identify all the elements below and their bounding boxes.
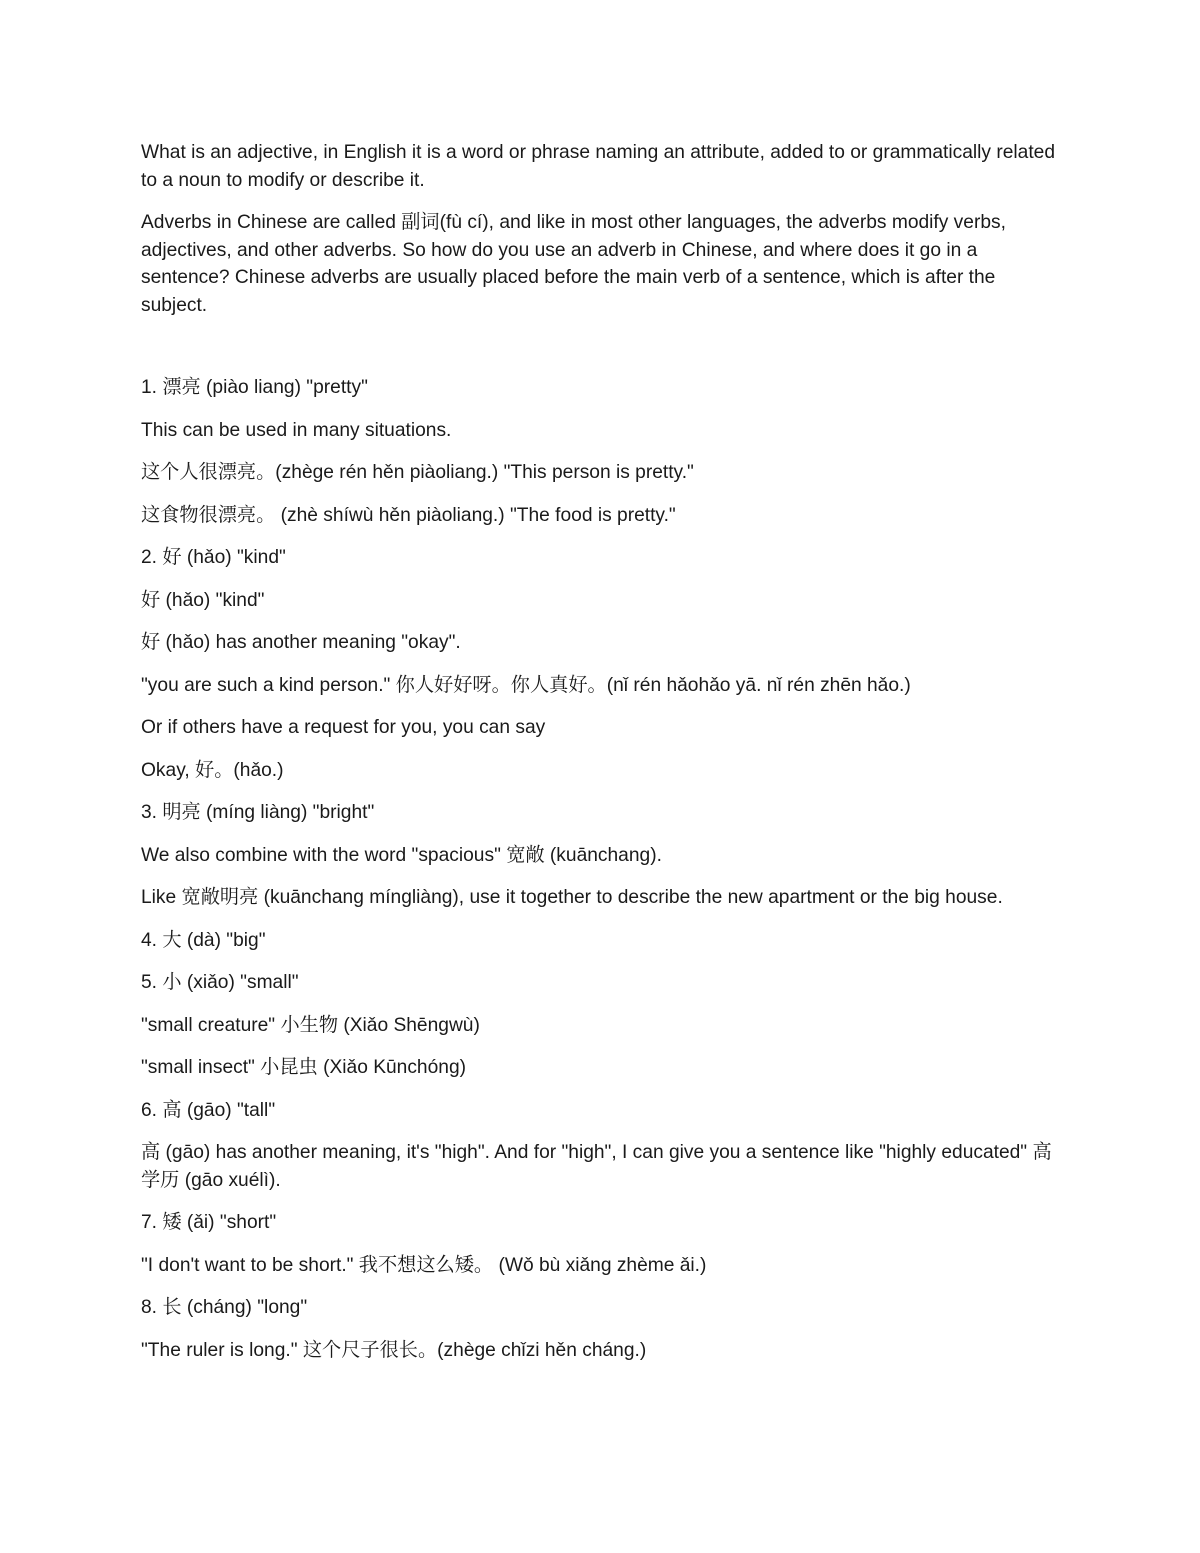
text-line: 高 (gāo) has another meaning, it's "high". And for "high", I can give you a sentence like "highly educated" 高学历 (gāo xuélì). bbox=[141, 1142, 1052, 1191]
heading-da: 4. 大 (dà) "big" bbox=[141, 929, 266, 951]
document-page bbox=[141, 139, 1066, 1379]
text-line: Or if others have a request for you, you can say bbox=[141, 717, 546, 738]
intro-paragraph-adverbs: Adverbs in Chinese are called 副词(fù cí), and like in most other languages, the adverbs modify verbs, adjectives, and other adverbs. So how do you use an adverb in Chinese, and where does it go in a sentence? Chinese adverbs are usually placed before the main verb of a sentence, which is after the subject. bbox=[141, 212, 1006, 316]
text-line: 好 (hǎo) "kind" bbox=[141, 589, 265, 611]
example-sentence: Okay, 好。(hǎo.) bbox=[141, 759, 284, 781]
heading-piaoliang: 1. 漂亮 (piào liang) "pretty" bbox=[141, 377, 368, 398]
text-line: Like 宽敞明亮 (kuānchang míngliàng), use it together to describe the new apartment or the big house. bbox=[141, 887, 1003, 908]
heading-mingliang: 3. 明亮 (míng liàng) "bright" bbox=[141, 802, 375, 823]
text-line: This can be used in many situations. bbox=[141, 419, 452, 441]
example-sentence: 这食物很漂亮。 (zhè shíwù hěn piàoliang.) "The food is pretty." bbox=[141, 504, 676, 526]
heading-xiao: 5. 小 (xiǎo) "small" bbox=[141, 972, 299, 993]
example-sentence: "small insect" 小昆虫 (Xiǎo Kūnchóng) bbox=[141, 1057, 467, 1078]
example-sentence: "The ruler is long." 这个尺子很长。(zhège chǐzi hěn cháng.) bbox=[141, 1339, 647, 1361]
heading-ai: 7. 矮 (ǎi) "short" bbox=[141, 1212, 277, 1233]
example-sentence: "small creature" 小生物 (Xiǎo Shēngwù) bbox=[141, 1014, 480, 1036]
intro-paragraph-adjective: What is an adjective, in English it is a word or phrase naming an attribute, added to or grammatically related to a noun to modify or describe it. bbox=[141, 142, 1056, 191]
heading-gao: 6. 高 (gāo) "tall" bbox=[141, 1099, 276, 1121]
text-line: We also combine with the word "spacious" 宽敞 (kuānchang). bbox=[141, 844, 662, 866]
example-sentence: "you are such a kind person." 你人好好呀。你人真好。(nǐ rén hǎohǎo yā. nǐ rén zhēn hǎo.) bbox=[141, 674, 911, 696]
example-sentence: "I don't want to be short." 我不想这么矮。 (Wǒ bù xiǎng zhème ǎi.) bbox=[141, 1254, 707, 1276]
text-line: 好 (hǎo) has another meaning "okay". bbox=[141, 632, 461, 653]
spacer bbox=[141, 334, 1066, 374]
heading-chang: 8. 长 (cháng) "long" bbox=[141, 1297, 308, 1318]
example-sentence: 这个人很漂亮。(zhège rén hěn piàoliang.) "This person is pretty." bbox=[141, 462, 694, 483]
heading-hao: 2. 好 (hǎo) "kind" bbox=[141, 547, 286, 568]
